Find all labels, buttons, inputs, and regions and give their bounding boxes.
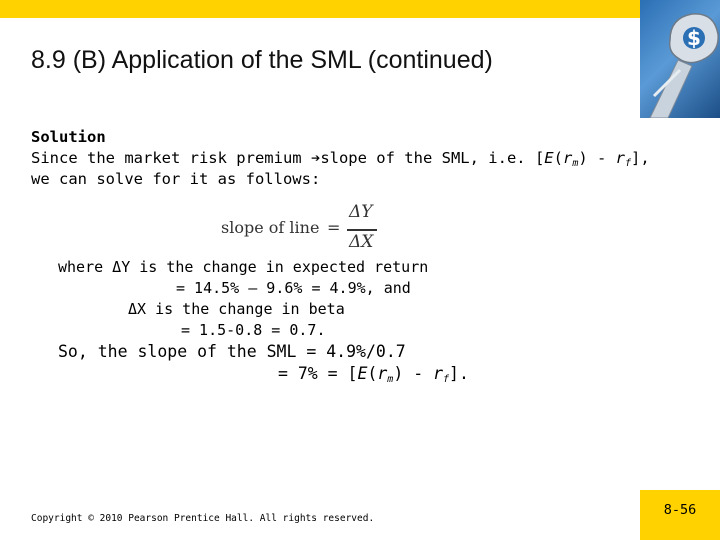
right-arrow-icon: ➔ (310, 149, 321, 167)
svg-text:$: $ (687, 26, 701, 50)
open-paren: ( (553, 149, 563, 167)
where-line-3: ΔX is the change in beta (128, 300, 345, 318)
where-line-1: where ΔY is the change in expected return (58, 258, 429, 276)
r-free-2: r (433, 364, 444, 383)
where-line-4: = 1.5-0.8 = 0.7. (181, 321, 326, 339)
top-accent-bar (0, 0, 640, 18)
page-number: 8-56 (640, 490, 720, 540)
intro-text-a: Since the market risk premium (31, 149, 311, 167)
formula-numerator: ΔY (349, 202, 373, 222)
slide-title: 8.9 (B) Application of the SML (continued) (31, 46, 493, 74)
close-paren-2: ) - (393, 364, 434, 383)
expected-e-2: E (357, 364, 368, 383)
wrench-dollar-icon (640, 0, 720, 118)
intro-line-2: we can solve for it as follows: (31, 170, 321, 188)
where-line-2: = 14.5% – 9.6% = 4.9%, and (176, 279, 411, 297)
so-text-a: = 7% = [ (278, 364, 358, 383)
subscript-f-2: f (443, 374, 450, 385)
r-free: r (615, 149, 626, 167)
so-line-1: So, the slope of the SML = 4.9%/0.7 (58, 342, 406, 361)
open-paren-2: ( (367, 364, 378, 383)
formula-equals: = (327, 218, 341, 237)
close-paren: ) - (578, 149, 616, 167)
subscript-m-2: m (387, 374, 394, 385)
r-market-2: r (377, 364, 388, 383)
r-market: r (562, 149, 573, 167)
close-bracket: ], (631, 149, 650, 167)
so-text-end: ]. (449, 364, 469, 383)
copyright-notice: Copyright © 2010 Pearson Prentice Hall. All rights reserved. (31, 513, 375, 524)
fraction-bar (347, 229, 377, 231)
formula-denominator: ΔX (349, 232, 374, 252)
intro-text-b: slope of the SML, i.e. [ (320, 149, 545, 167)
formula-lhs: slope of line (221, 218, 320, 237)
expected-e: E (544, 149, 554, 167)
subscript-f: f (625, 158, 632, 169)
so-line-2 (278, 363, 469, 390)
solution-heading: Solution (31, 128, 106, 146)
subscript-m: m (572, 158, 579, 169)
